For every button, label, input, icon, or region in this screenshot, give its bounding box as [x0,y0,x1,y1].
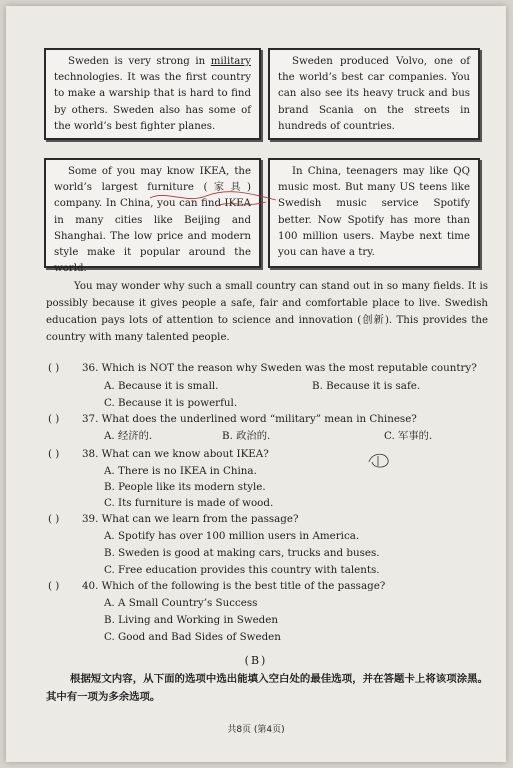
option-38-b[interactable]: B. People like its modern style. [104,481,266,493]
pen-doodle [364,450,394,472]
option-38-a[interactable]: A. There is no IKEA in China. [104,465,257,477]
option-38-c[interactable]: C. Its furniture is made of wood. [104,497,274,509]
question-stem: 40. Which of the following is the best title of the passage? [82,580,386,592]
option-37-b[interactable]: B. 政治的. [222,430,271,442]
answer-blank[interactable]: ( ) [48,413,60,425]
question-stem: 37. What does the underlined word “military” mean in Chinese? [82,413,417,425]
answer-blank[interactable]: ( ) [48,513,60,525]
passage-box-spotify [268,158,480,268]
option-40-b[interactable]: B. Living and Working in Sweden [104,614,278,626]
passage-box-sweden-military [44,48,261,140]
option-40-c[interactable]: C. Good and Bad Sides of Sweden [104,631,281,643]
box-text-volvo: Sweden produced Volvo, one of the world’s best car companies. You can also see its heavy truck and bus brand Scania on the streets in hundreds of countries. [278,56,470,132]
page-footer: 共8页 (第4页) [227,725,285,735]
underlined-word-military: military [210,56,251,67]
option-39-c[interactable]: C. Free education provides this country with talents. [104,564,380,576]
exam-page [6,6,506,762]
option-40-a[interactable]: A. A Small Country’s Success [104,597,258,609]
option-36-c[interactable]: C. Because it is powerful. [104,397,238,409]
box-text-sweden: Sweden is very strong in military technologies. It was the first country to make a warship that is hard to find by others. Sweden also has some of the world’s best fighter planes. [54,56,251,132]
option-36-b[interactable]: B. Because it is safe. [312,380,421,392]
main-paragraph-text: You may wonder why such a small country can stand out in so many fields. It is possibly because it gives people a safe, fair and comfortable place to live. Swedish education pays lots of attention to science and innovation (创新). This provides the country with many talented people. [46,281,488,343]
main-paragraph [46,278,488,346]
question-stem: 39. What can we learn from the passage? [82,513,299,525]
section-b-instructions [46,670,488,706]
question-stem: 36. Which is NOT the reason why Sweden was the most reputable country? [82,362,477,374]
section-b-heading: (B) [244,654,268,667]
option-39-a[interactable]: A. Spotify has over 100 million users in America. [104,530,360,542]
option-36-a[interactable]: A. Because it is small. [104,380,219,392]
box-text-spotify: In China, teenagers may like QQ music most. But many US teens like Swedish music service Spotify better. Now Spotify has more than 100 million users. Maybe next time you can have a try. [278,166,470,259]
question-stem: 38. What can we know about IKEA? [82,448,269,460]
passage-box-ikea [44,158,261,275]
option-37-c[interactable]: C. 军事的. [384,430,433,442]
answer-blank[interactable]: ( ) [48,362,60,374]
answer-blank[interactable]: ( ) [48,580,60,592]
passage-box-volvo [268,48,480,140]
handwritten-scribble [146,182,286,212]
answer-blank[interactable]: ( ) [48,448,60,460]
instructions-text: 根据短文内容，从下面的选项中选出能填入空白处的最佳选项，并在答题卡上将该项涂黑。其中有一项为多余选项。 [46,673,488,703]
option-39-b[interactable]: B. Sweden is good at making cars, trucks and buses. [104,547,380,559]
option-37-a[interactable]: A. 经济的. [104,430,153,442]
box-text-ikea: Some of you may know IKEA, the world’s largest furniture (家具) company. In China, you can find IKEA in many cities like Beijing and Shanghai. The low price and modern style make it popular around the world. [54,166,251,275]
